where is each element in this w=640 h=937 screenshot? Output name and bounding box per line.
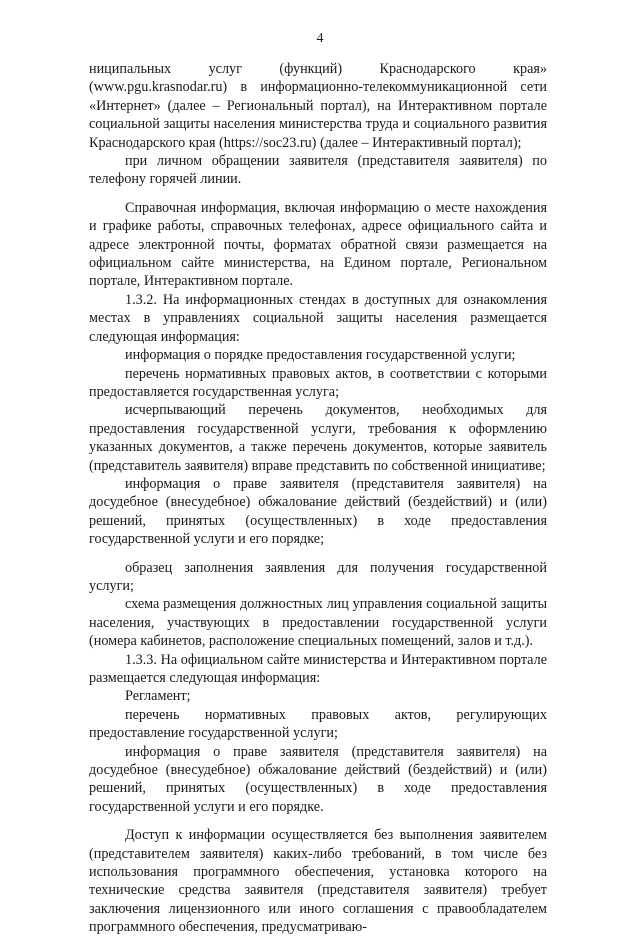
body-paragraph: исчерпывающий перечень документов, необходимых для предоставления государственной услуги, требования к оформлению указанных документов, а также перечень документов, которые заявитель (представитель заявителя) вправе представить по собственной инициативе; — [89, 402, 547, 474]
body-paragraph: информация о порядке предоставления государственной услуги; — [125, 347, 516, 364]
body-paragraph: Регламент; — [125, 688, 191, 705]
page-number: 4 — [316, 31, 324, 46]
body-paragraph: перечень нормативных правовых актов, в соответствии с которыми предоставляется государственная услуга; — [89, 365, 547, 400]
body-paragraph: информация о праве заявителя (представителя заявителя) на досудебное (внесудебное) обжалование действий (бездействий) и (или) решений, принятых (осуществленных) в ходе предоставления государственной услуги и его порядке. — [89, 743, 547, 815]
body-paragraph: Справочная информация, включая информацию о месте нахождения и графике работы, справочных телефонах, адресе официального сайта и адресе электронной почты, форматах обратной связи размещается на официальном сайте министерства, на Едином портале, Региональном портале, Интерактивном портале. — [89, 199, 547, 290]
body-paragraph: перечень нормативных правовых актов, регулирующих предоставление государственной услуги; — [89, 706, 547, 742]
body-paragraph: ниципальных услуг (функций) Краснодарского края» (www.pgu.krasnodar.ru) в информационно-телекоммуникационной сети «Интернет» (далее – Региональный портал), на Интерактивном портале социальной защиты населения министерства труда и социального развития Краснодарского края (https://soc23.ru) (далее – Интерактивный портал); — [89, 61, 547, 151]
body-paragraph: образец заполнения заявления для получения государственной услуги; — [89, 559, 547, 594]
body-paragraph: 1.3.2. На информационных стендах в доступных для ознакомления местах в управлениях социальной защиты населения размещается следующая информация: — [89, 291, 547, 345]
body-paragraph: схема размещения должностных лиц управления социальной защиты населения, участвующих в предоставлении государственной услуги (номера кабинетов, расположение специальных помещений, залов и т.д.). — [89, 596, 547, 650]
document-body — [89, 60, 547, 937]
body-paragraph: 1.3.3. На официальном сайте министерства и Интерактивном портале размещается следующая информация: — [89, 651, 547, 686]
body-paragraph: информация о праве заявителя (представителя заявителя) на досудебное (внесудебное) обжалование действий (бездействий) и (или) решений, принятых (осуществленных) в ходе предоставления государственной услуги и его порядке; — [89, 475, 547, 548]
body-paragraph: Доступ к информации осуществляется без выполнения заявителем (представителем заявителя) каких-либо требований, в том числе без использования программного обеспечения, установка которого на технические средства заявителя (представителя заявителя) требует заключения лицензионного или иного соглашения с правообладателем программного обеспечения, предусматриваю- — [89, 827, 547, 936]
body-paragraph: при личном обращении заявителя (представителя заявителя) по телефону горячей линии. — [89, 153, 547, 188]
